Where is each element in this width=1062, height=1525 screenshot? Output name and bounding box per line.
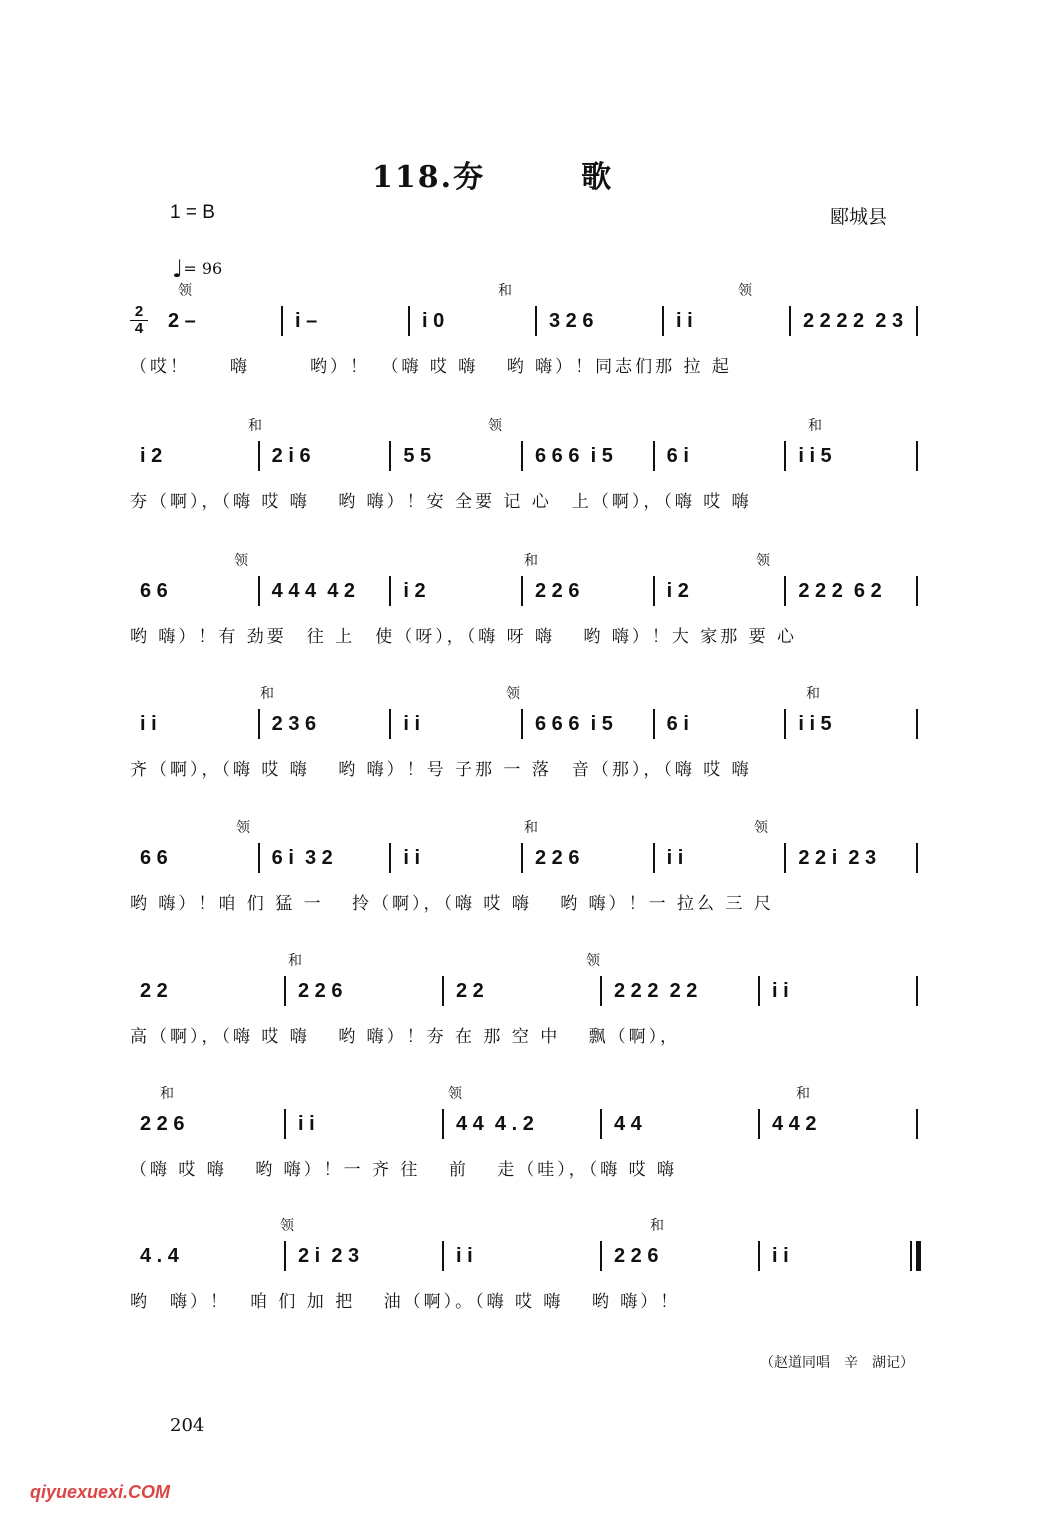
barline: [521, 441, 523, 471]
score-system: [130, 817, 930, 937]
barline: [789, 306, 791, 336]
lyrics-line: 哟 嗨）！ 咱 们 加 把 油（啊）。（嗨 哎 嗨 哟 嗨）！: [130, 1292, 681, 1312]
barline: [653, 709, 655, 739]
barline: [784, 441, 786, 471]
region-label: 郾城县: [830, 206, 888, 228]
notation-row: [130, 572, 930, 616]
barline: [521, 843, 523, 873]
voice-mark: 和: [806, 686, 820, 702]
measure: i i: [772, 980, 789, 1002]
measure: 6 6: [140, 847, 168, 869]
measure: 2 2: [140, 980, 168, 1002]
measure: i i 5: [798, 445, 832, 467]
voice-mark: 领: [488, 418, 502, 434]
time-signature: [130, 304, 148, 337]
measure: 2 2 6: [140, 1113, 185, 1135]
score-system: [130, 683, 930, 803]
measure: 6 6 6 i 5: [535, 713, 613, 735]
voice-mark: 和: [524, 820, 538, 836]
voice-mark: 和: [524, 553, 538, 569]
barline: [758, 1241, 760, 1271]
barline: [408, 306, 410, 336]
barline: [281, 306, 283, 336]
barline: [758, 1109, 760, 1139]
barline: [258, 576, 260, 606]
barline: [916, 441, 918, 471]
measure: i i: [456, 1245, 473, 1267]
barline: [653, 441, 655, 471]
credit-line: （赵道同唱 辛 湖记）: [760, 1355, 914, 1371]
lyrics-line: 夯（啊），（嗨 哎 嗨 哟 嗨）！安 全要 记 心 上（啊），（嗨 哎 嗨: [130, 492, 752, 512]
barline: [521, 709, 523, 739]
measure: 6 i 3 2: [271, 847, 333, 869]
lyrics-line: 齐（啊），（嗨 哎 嗨 哟 嗨）！号 子那 一 落 音（那），（嗨 哎 嗨: [130, 760, 752, 780]
page-number: 204: [170, 1415, 205, 1436]
notation-row: [130, 302, 930, 346]
tempo-value: = 96: [183, 259, 223, 278]
barline: [600, 1241, 602, 1271]
barline: [389, 843, 391, 873]
barline: [916, 843, 918, 873]
measure: i i: [676, 310, 693, 332]
measure: 2 i 2 3: [298, 1245, 360, 1267]
barline: [442, 1109, 444, 1139]
barline: [284, 1109, 286, 1139]
lyrics-line: （哎！ 嗨 哟）！ （嗨 哎 嗨 哟 嗨）！同志们那 拉 起: [130, 357, 732, 377]
notation-row: [130, 1237, 930, 1281]
voice-mark: 领: [236, 820, 250, 836]
measure: 2 2 2 2 2: [614, 980, 698, 1002]
measure: i i 5: [798, 713, 832, 735]
voice-marks: [130, 550, 930, 568]
measure: 4 4 2: [772, 1113, 817, 1135]
barline: [784, 709, 786, 739]
barline: [600, 1109, 602, 1139]
measure: i i: [403, 713, 420, 735]
voice-marks: [130, 950, 930, 968]
barline: [284, 1241, 286, 1271]
key-signature: 1 = B: [170, 202, 215, 223]
watermark: qiyuexuexi.COM: [30, 1482, 171, 1502]
notation-row: [130, 705, 930, 749]
measure: 4 4: [614, 1113, 642, 1135]
notation-row: [130, 437, 930, 481]
barline: [284, 976, 286, 1006]
barline: [916, 1109, 918, 1139]
measure: 2 2 6: [298, 980, 343, 1002]
measure: 2 2 6: [614, 1245, 659, 1267]
lyrics-line: 哟 嗨）！有 劲要 往 上 使（呀），（嗨 呀 嗨 哟 嗨）！大 家那 要 心: [130, 627, 798, 647]
measure: i 2: [140, 445, 163, 467]
measure: 3 2 6: [549, 310, 594, 332]
score-system: [130, 550, 930, 670]
barline: [662, 306, 664, 336]
measure: i 2: [666, 580, 689, 602]
measure: 4 4 4 . 2: [456, 1113, 534, 1135]
measure: 4 4 4 4 2: [271, 580, 356, 602]
voice-mark: 领: [448, 1086, 462, 1102]
measure: 2 2 2 6 2: [798, 580, 882, 602]
score-system: [130, 1215, 930, 1335]
barline: [653, 843, 655, 873]
measure: 6 6 6 i 5: [535, 445, 613, 467]
voice-mark: 和: [796, 1086, 810, 1102]
lyrics-line: 高（啊），（嗨 哎 嗨 哟 嗨）！夯 在 那 空 中 飘（啊），: [130, 1027, 681, 1047]
voice-mark: 和: [248, 418, 262, 434]
lyrics-line: 哟 嗨）！咱 们 猛 一 拎（啊），（嗨 哎 嗨 哟 嗨）！一 拉么 三 尺: [130, 894, 774, 914]
barline: [535, 306, 537, 336]
barline: [258, 843, 260, 873]
measure: 2 2 i 2 3: [798, 847, 877, 869]
measure: 2 2 2 2 2 3: [803, 310, 904, 332]
barline: [389, 441, 391, 471]
voice-mark: 和: [160, 1086, 174, 1102]
score-system: [130, 950, 930, 1070]
barline: [758, 976, 760, 1006]
barline: [389, 709, 391, 739]
measure: 6 6: [140, 580, 168, 602]
tempo-marking: [172, 255, 222, 283]
time-signature-bottom: 4: [130, 320, 148, 337]
voice-marks: [130, 817, 930, 835]
notation-row: [130, 1105, 930, 1149]
measure: i –: [295, 310, 318, 332]
barline: [916, 576, 918, 606]
voice-mark: 和: [650, 1218, 664, 1234]
measure: i i: [772, 1245, 789, 1267]
barline: [916, 976, 918, 1006]
voice-mark: 领: [280, 1218, 294, 1234]
voice-mark: 领: [178, 283, 192, 299]
measure: i i: [666, 847, 684, 869]
measure: i 2: [403, 580, 426, 602]
measure: 2 2 6: [535, 580, 580, 602]
measure: 2 2: [456, 980, 484, 1002]
voice-marks: [130, 1083, 930, 1101]
measure: i i: [403, 847, 420, 869]
voice-mark: 和: [808, 418, 822, 434]
score-system: [130, 280, 930, 400]
barline: [258, 441, 260, 471]
barline: [442, 976, 444, 1006]
measure: i i: [140, 713, 157, 735]
barline: [916, 709, 918, 739]
barline: [653, 576, 655, 606]
barline: [258, 709, 260, 739]
measure: 6 i: [666, 713, 689, 735]
voice-mark: 领: [234, 553, 248, 569]
voice-mark: 和: [288, 953, 302, 969]
barline: [521, 576, 523, 606]
voice-mark: 和: [260, 686, 274, 702]
notation-row: [130, 839, 930, 883]
voice-mark: 领: [756, 553, 770, 569]
score-system: [130, 415, 930, 535]
voice-mark: 领: [754, 820, 768, 836]
measure: 4 . 4: [140, 1245, 179, 1267]
voice-marks: [130, 280, 930, 298]
voice-mark: 领: [586, 953, 600, 969]
final-barline: [916, 1241, 921, 1271]
measure: 2 –: [168, 310, 196, 332]
voice-mark: 领: [738, 283, 752, 299]
time-signature-top: 2: [134, 303, 144, 320]
lyrics-line: （嗨 哎 嗨 哟 嗨）！一 齐 往 前 走（哇），（嗨 哎 嗨: [130, 1160, 678, 1180]
voice-marks: [130, 415, 930, 433]
barline: [916, 306, 918, 336]
measure: 2 3 6: [271, 713, 317, 735]
voice-mark: 领: [506, 686, 520, 702]
barline: [784, 576, 786, 606]
notation-row: [130, 972, 930, 1016]
voice-marks: [130, 683, 930, 701]
measure: 2 2 6: [535, 847, 580, 869]
barline: [442, 1241, 444, 1271]
measure: 5 5: [403, 445, 432, 467]
voice-mark: 和: [498, 283, 512, 299]
barline: [600, 976, 602, 1006]
score-system: [130, 1083, 930, 1203]
barline: [784, 843, 786, 873]
song-title: 118.夯 歌: [372, 160, 614, 195]
measure: 6 i: [666, 445, 689, 467]
measure: i 0: [422, 310, 445, 332]
barline: [389, 576, 391, 606]
voice-marks: [130, 1215, 930, 1233]
measure: 2 i 6: [271, 445, 311, 467]
measure: i i: [298, 1113, 315, 1135]
quarter-note-icon: ♩: [172, 255, 184, 283]
